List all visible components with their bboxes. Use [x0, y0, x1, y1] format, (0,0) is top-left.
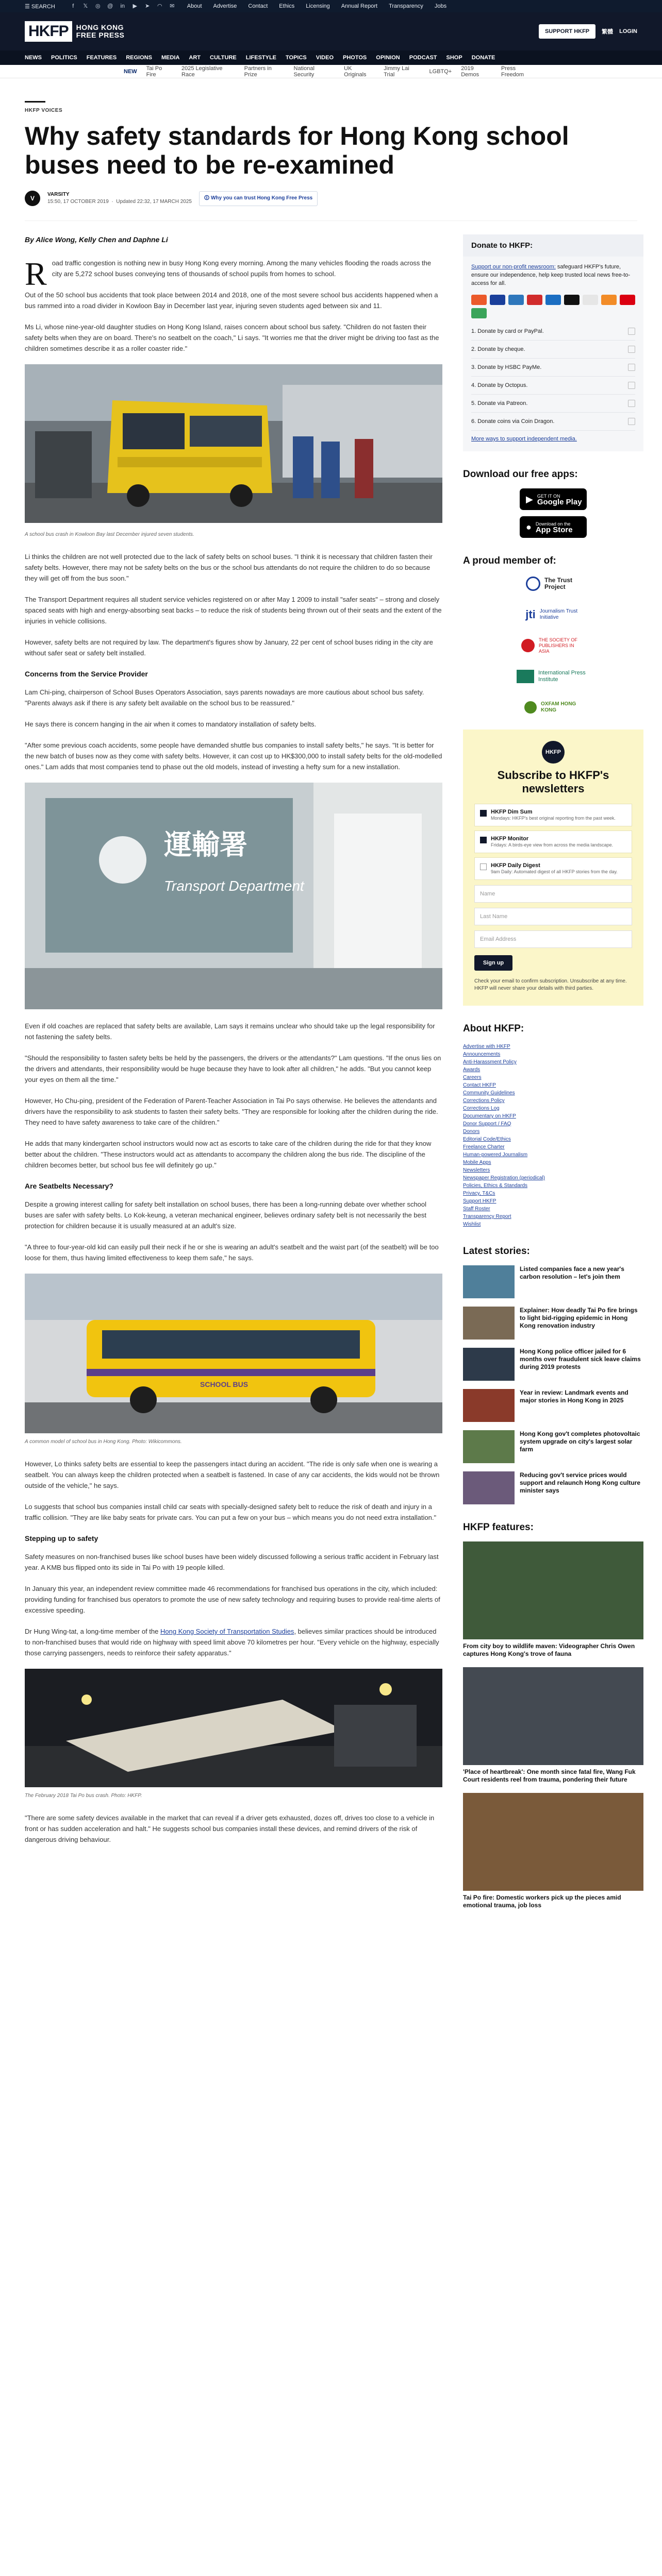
- app-store-label: App Store: [535, 526, 573, 534]
- story-thumbnail: [463, 1348, 515, 1381]
- byline: VARSITY 15:50, 17 OCTOBER 2019 · Updated 22:32, 17 MARCH 2025: [47, 192, 192, 205]
- donate-intro-text: safeguard HKFP's future, ensure our independence, help keep trusted local news free-to-access for all.: [471, 264, 631, 286]
- paragraph: "There are some safety devices available in the market that can reveal if a driver gets exhausted, dozes off, drives too close to a vehicle in front or has sudden acceleration and halt." He suggests school bus companies install these devices, and remind drivers of the risk of dangerous driving behaviour.: [25, 1814, 435, 1843]
- bus-side-text: SCHOOL BUS: [200, 1380, 249, 1388]
- payme-icon: [620, 295, 635, 305]
- latest-story[interactable]: [463, 1471, 643, 1504]
- article-meta: [25, 191, 637, 221]
- ipi-icon: [517, 670, 534, 683]
- figure-bus-crash: [25, 364, 442, 540]
- telegram-icon[interactable]: ➤: [145, 3, 150, 9]
- donate-option[interactable]: [471, 377, 635, 395]
- checkbox-icon: [628, 418, 635, 425]
- logo-line-2: FREE PRESS: [76, 31, 125, 39]
- about-link[interactable]: Policies, Ethics & Standards: [463, 1183, 528, 1189]
- google-play-text: [537, 494, 582, 505]
- figure-caption: A school bus crash in Kowloon Bay last December injured seven students.: [25, 532, 194, 537]
- facebook-icon[interactable]: f: [72, 3, 74, 9]
- about-link[interactable]: Privacy, T&Cs: [463, 1191, 495, 1196]
- latest-title: Latest stories:: [463, 1246, 530, 1257]
- paragraph: Li thinks the children are not well protected due to the lack of safety belts on school buses. "I think it is necessary that children fasten their safety belts. However, there may not be safety belts on the bus or the school bus attendants do not require the children to do so because they will get off from the bus soon.": [25, 553, 433, 582]
- paragraph: Lo suggests that school bus companies install child car seats with specially-designed safety belt to reduce the risk of death and injury in a traffic collision. "They are like baby seats for private cars. You can put a few on your bus – which means you do not need extra installation.": [25, 1503, 437, 1521]
- partner-label: The Trust Project: [544, 577, 573, 590]
- donate-option-label: 4. Donate by Octopus.: [471, 382, 528, 388]
- tai-po-crash-illustration: [25, 1669, 442, 1787]
- about-link[interactable]: Human-powered Journalism: [463, 1152, 528, 1158]
- paragraph: Safety measures on non-franchised buses like school buses have been widely discussed following a serious traffic accident in February last year. A KMB bus flipped onto its side in Tai Po with 19 people killed.: [25, 1553, 439, 1571]
- header-actions: [539, 24, 637, 39]
- newsletter-option-monitor[interactable]: [474, 831, 632, 853]
- nav-features[interactable]: FEATURES: [86, 55, 117, 61]
- category-divider: [25, 101, 45, 103]
- hkfp-badge-icon: HKFP: [542, 741, 565, 764]
- feature-thumbnail: [463, 1793, 643, 1891]
- about-link[interactable]: Advertise with HKFP: [463, 1044, 510, 1049]
- newsletter-option-desc: 9am Daily: Automated digest of all HKFP stories from the day.: [491, 869, 618, 874]
- about-links: [463, 1043, 643, 1228]
- app-store-button[interactable]: [520, 516, 587, 538]
- checkbox-checked-icon[interactable]: [480, 837, 487, 843]
- story-headline: Hong Kong gov't completes photovoltaic system upgrade on city's largest solar farm: [520, 1430, 640, 1453]
- google-play-icon: ▶: [526, 494, 533, 504]
- feature-thumbnail: [463, 1541, 643, 1639]
- newsletter-widget: [463, 730, 643, 1006]
- newsletter-option-name: HKFP Daily Digest: [491, 862, 540, 869]
- story-headline: Hong Kong police officer jailed for 6 months over fraudulent sick leave claims during 2019 protests: [520, 1348, 641, 1370]
- google-play-small: GET IT ON: [537, 494, 560, 499]
- content-wrapper: [0, 221, 662, 1919]
- top-utility-bar: [0, 0, 662, 12]
- x-icon[interactable]: 𝕏: [83, 3, 88, 9]
- paragraph: Lam Chi-ping, chairperson of School Buses Operators Association, says parents nowadays are more cautious about school bus safety. "Parents always ask if there is any safety belt available on the school bus to be reassured.": [25, 688, 424, 707]
- partner-label: International Press Institute: [538, 670, 586, 683]
- first-name-input[interactable]: Name: [474, 885, 632, 903]
- paragraph: Ms Li, whose nine-year-old daughter studies on Hong Kong Island, raises concern about school bus safety. "Children do not fasten their safety belts when they are on board. There's no seatbelt on the coach," Li says. "It worries me that the driver might be driving too fast as the children sometimes describe it as a roller coaster ride.": [25, 323, 439, 352]
- donate-intro-link[interactable]: Support our non-profit newsroom:: [471, 264, 556, 270]
- about-link[interactable]: Mobile Apps: [463, 1160, 491, 1165]
- newsletter-option-desc: Mondays: HKFP's best original reporting from the past week.: [491, 816, 616, 821]
- jti-icon: jti: [525, 608, 536, 621]
- newsletter-option-name: HKFP Dim Sum: [491, 809, 533, 815]
- about-link[interactable]: Support HKFP: [463, 1198, 496, 1204]
- partner-sopa[interactable]: [463, 637, 643, 654]
- article-header: [0, 78, 662, 221]
- youtube-icon[interactable]: ▶: [133, 3, 137, 9]
- article-title: Why safety standards for Hong Kong school buses need to be re-examined: [25, 122, 569, 179]
- checkbox-icon: [628, 400, 635, 407]
- transport-department-illustration: [25, 783, 442, 1009]
- about-link[interactable]: Wishlist: [463, 1222, 481, 1227]
- donate-widget: [463, 234, 643, 451]
- paragraph: [25, 256, 442, 292]
- about-link[interactable]: Donors: [463, 1129, 480, 1134]
- donate-option[interactable]: [471, 323, 635, 341]
- feature-story[interactable]: [463, 1793, 643, 1909]
- nav-podcast[interactable]: PODCAST: [409, 55, 437, 61]
- school-bus-illustration: [25, 1274, 442, 1433]
- story-headline: Year in review: Landmark events and major stories in Hong Kong in 2025: [520, 1389, 628, 1404]
- about-link[interactable]: Awards: [463, 1067, 481, 1073]
- paragraph: However, safety belts are not required by law. The department's figures show by January, 22 per cent of school buses riding in the city are without safer seat or safety belt installed.: [25, 638, 433, 657]
- search-label: SEARCH: [31, 3, 55, 10]
- latest-story[interactable]: [463, 1430, 643, 1463]
- feature-headline: Tai Po fire: Domestic workers pick up the pieces amid emotional trauma, job loss: [463, 1894, 621, 1909]
- tag-item[interactable]: Tai Po Fire: [146, 65, 162, 78]
- newsletter-option-text: [491, 862, 618, 875]
- story-headline: Reducing gov't service prices would support and relaunch Hong Kong culture minister says: [520, 1471, 640, 1494]
- about-link[interactable]: Documentary on HKFP: [463, 1113, 516, 1119]
- search-link[interactable]: ☰ SEARCH: [25, 3, 55, 10]
- app-store-text: [536, 521, 573, 533]
- instagram-icon[interactable]: ◎: [95, 3, 101, 9]
- topbar-link-ethics[interactable]: Ethics: [279, 3, 295, 9]
- sopa-icon: [521, 639, 535, 652]
- nav-topics[interactable]: TOPICS: [286, 55, 307, 61]
- article-authors: By Alice Wong, Kelly Chen and Daphne Li: [25, 235, 168, 244]
- about-link[interactable]: Corrections Policy: [463, 1098, 505, 1104]
- about-link[interactable]: Freelance Charter: [463, 1144, 505, 1150]
- checkbox-checked-icon[interactable]: [480, 810, 487, 817]
- section-heading: Are Seatbelts Necessary?: [25, 1182, 113, 1190]
- tags-label: NEW: [124, 68, 137, 75]
- topbar-link-about[interactable]: About: [187, 3, 202, 9]
- author-avatar[interactable]: V: [25, 191, 40, 206]
- paragraph-text: Dr Hung Wing-tat, a long-time member of the: [25, 1628, 160, 1635]
- paragraph: "A three to four-year-old kid can easily pull their neck if he or she is wearing an adult's seatbelt and the waist part (of the seatbelt) will be too loose for them, thus having limited effectiveness to keep them safe," he says.: [25, 1243, 439, 1262]
- more-ways-link[interactable]: More ways to support independent media.: [471, 436, 577, 442]
- transport-department-photo[interactable]: [25, 783, 442, 1009]
- tag-item[interactable]: 2019 Demos: [461, 65, 479, 78]
- partner-label: Journalism Trust Initiative: [539, 608, 578, 620]
- newsletter-title: Subscribe to HKFP's newsletters: [497, 769, 609, 795]
- about-link[interactable]: Contact HKFP: [463, 1082, 496, 1088]
- paragraph: In January this year, an independent review committee made 46 recommendations for franchised bus operations in the city, which included: providing funding for franchised bus operators to promote the use of new safety technology and requiring buses to provide real-time alerts of excessive speeding.: [25, 1585, 440, 1614]
- applepay-icon: [564, 295, 580, 305]
- partner-label: OXFAM HONG KONG: [541, 701, 576, 713]
- about-link[interactable]: Newsletters: [463, 1167, 490, 1173]
- paragraph: He adds that many kindergarten school instructors would now act as escorts to take care of the children during the ride for that they know better about the children. "These instructors would act as attendants to accompany the children along the bus ride. The discipline of the children becomes better, but school bus fee will definitely go up.": [25, 1140, 432, 1169]
- paragraph: He says there is concern hanging in the air when it comes to mandatory installation of safety belts.: [25, 720, 317, 728]
- tag-item[interactable]: Press Freedom: [501, 65, 524, 78]
- figure-caption: A common model of school bus in Hong Kong. Photo: Wikicommons.: [25, 1439, 182, 1445]
- story-headline: Explainer: How deadly Tai Po fire brings to light bid-rigging epidemic in Hong Kong renovation industry: [520, 1307, 638, 1329]
- tag-item[interactable]: UK Originals: [344, 65, 367, 78]
- figure-school-bus: [25, 1274, 442, 1447]
- nav-regions[interactable]: REGIONS: [126, 55, 152, 61]
- paypal-icon: [545, 295, 561, 305]
- story-thumbnail: [463, 1307, 515, 1340]
- article-body: [25, 234, 442, 1919]
- checkbox-icon: [628, 364, 635, 371]
- sidebar: [463, 234, 643, 1919]
- trust-cta-button[interactable]: 🛈 Why you can trust Hong Kong Free Press: [199, 191, 318, 206]
- paragraph-text: , believes similar practices should be introduced to non-franchised buses that would ride on highway with speed limit above 70 kilometres per hour. "Every vehicle on the highway, especially those carrying passengers, needs to reinforce their safety apparatus.": [25, 1628, 439, 1657]
- about-link[interactable]: Staff Roster: [463, 1206, 490, 1212]
- donate-option-label: 6. Donate coins via Coin Dragon.: [471, 418, 555, 425]
- tag-item[interactable]: LGBTQ+: [429, 68, 452, 75]
- newsletter-note: Check your email to confirm subscription. Unsubscribe at any time. HKFP will never share your details with third parties.: [474, 978, 627, 991]
- story-thumbnail: [463, 1430, 515, 1463]
- story-thumbnail: [463, 1389, 515, 1422]
- visa-icon: [490, 295, 505, 305]
- features-widget: [463, 1522, 643, 1909]
- topbar-link-advertise[interactable]: Advertise: [213, 3, 237, 9]
- latest-story[interactable]: [463, 1307, 643, 1340]
- trending-tags: [0, 65, 662, 78]
- story-thumbnail: [463, 1471, 515, 1504]
- mastercard-icon: [471, 295, 487, 305]
- transport-society-link[interactable]: Hong Kong Society of Transportation Studies: [160, 1628, 294, 1635]
- newsletter-option-daily-digest[interactable]: [474, 857, 632, 880]
- about-title: About HKFP:: [463, 1023, 524, 1034]
- threads-icon[interactable]: @: [107, 3, 113, 9]
- figure-caption: The February 2018 Tai Po bus crash. Photo: HKFP.: [25, 1793, 142, 1799]
- partner-ipi[interactable]: [463, 668, 643, 685]
- login-link[interactable]: LOGIN: [619, 28, 637, 35]
- octopus-icon: [601, 295, 617, 305]
- fps-icon: [471, 308, 487, 318]
- topbar-link-jobs[interactable]: Jobs: [434, 3, 447, 9]
- feature-headline: 'Place of heartbreak': One month since fatal fire, Wang Fuk Court residents reel from trauma, pondering their future: [463, 1768, 636, 1783]
- tag-item[interactable]: 2025 Legislative Race: [181, 65, 223, 78]
- updated-date: Updated 22:32, 17 MARCH 2025: [116, 199, 192, 205]
- paragraph: "Should the responsibility to fasten safety belts be held by the passengers, the drivers or the attendants?" Lam questions. "If the onus lies on the drivers and attendants, their responsibility would be huge because they have to look after all children," he adds. "But you cannot keep your eyes on them all the time.": [25, 1054, 441, 1083]
- newsletter-option-text: [491, 836, 613, 848]
- topbar-link-annual-report[interactable]: Annual Report: [341, 3, 378, 9]
- paragraph: However, Ho Chu-ping, president of the Federation of Parent-Teacher Association in Tai Po says otherwise. He believes the attendants and drivers have the responsibility to ask students to fasten their safety belts. "They are responsible for looking after the children during the ride. They need to have safety awareness to take care of the children.": [25, 1097, 438, 1126]
- nav-media[interactable]: MEDIA: [161, 55, 180, 61]
- tai-po-crash-photo[interactable]: [25, 1669, 442, 1787]
- apple-icon: ●: [526, 521, 532, 532]
- section-heading: Stepping up to safety: [25, 1534, 98, 1543]
- paragraph: "After some previous coach accidents, some people have demanded shuttle bus companies to install safety belts," he says. "It is better for the new batch of buses now as they come with safety belts. However, it can cost up to HK$300,000 to install safety belts for the old-modelled ones." Lam adds that most companies tend to phase out the old models, instead of investing a hefty sum for a new installation.: [25, 741, 442, 771]
- paragraph-text: oad traffic congestion is nothing new in busy Hong Kong every morning. Among the many vehicles flooding the roads across the city are 5,272 school buses conveying tens of thousands of school pupils from homes to school.: [52, 259, 432, 278]
- donate-option[interactable]: [471, 341, 635, 359]
- school-bus-photo[interactable]: [25, 1274, 442, 1433]
- latest-story[interactable]: [463, 1348, 643, 1381]
- nav-opinion[interactable]: OPINION: [376, 55, 400, 61]
- donate-option-label: 1. Donate by card or PayPal.: [471, 328, 544, 334]
- topbar-link-contact[interactable]: Contact: [248, 3, 268, 9]
- google-play-button[interactable]: [520, 488, 587, 510]
- hkfp-logo[interactable]: [25, 21, 124, 42]
- nav-news[interactable]: NEWS: [25, 55, 42, 61]
- latest-story[interactable]: [463, 1265, 643, 1298]
- googlepay-icon: [583, 295, 598, 305]
- figure-transport-department: [25, 783, 442, 1009]
- newsletter-option-text: [491, 809, 616, 821]
- feature-headline: From city boy to wildlife maven: Videographer Chris Owen captures Hong Kong's trove of fauna: [463, 1642, 635, 1657]
- sign-english: Transport Department: [164, 878, 304, 894]
- logo-line-1: HONG KONG: [76, 23, 124, 31]
- donate-intro: [463, 257, 643, 294]
- email-input[interactable]: Email Address: [474, 930, 632, 948]
- features-title: HKFP features:: [463, 1522, 534, 1533]
- about-link[interactable]: Donor Support / FAQ: [463, 1121, 511, 1127]
- nav-lifestyle[interactable]: LIFESTYLE: [245, 55, 277, 61]
- about-link[interactable]: Newspaper Registration (periodical): [463, 1175, 545, 1181]
- topbar-link-licensing[interactable]: Licensing: [306, 3, 330, 9]
- sign-up-button[interactable]: Sign up: [474, 955, 512, 971]
- bus-crash-illustration: [25, 364, 442, 523]
- newsletter-option-dim-sum[interactable]: [474, 804, 632, 826]
- donate-option-label: 5. Donate via Patreon.: [471, 400, 528, 406]
- nav-art[interactable]: ART: [189, 55, 201, 61]
- about-link[interactable]: Transparency Report: [463, 1214, 511, 1219]
- donate-options: [463, 323, 643, 431]
- checkbox-icon: [628, 346, 635, 353]
- article-category[interactable]: HKFP VOICES: [25, 108, 63, 113]
- paragraph: The Transport Department requires all student service vehicles registered on or after May 1 2009 to install "safer seats" – strong and closely spaced seats with high and energy-absorbing seat backs – to reduce the risk of students being thrown out of their seats and the extent of the injuries in vehicle collisions.: [25, 596, 442, 625]
- sign-chinese: 運輸署: [164, 828, 247, 861]
- figure-tai-po-crash: [25, 1669, 442, 1801]
- language-link[interactable]: 繁體: [602, 29, 614, 35]
- last-name-input[interactable]: Last Name: [474, 908, 632, 925]
- about-link[interactable]: Anti-Harassment Policy: [463, 1059, 517, 1065]
- checkbox-icon: [628, 328, 635, 335]
- mail-icon[interactable]: ✉: [170, 3, 175, 9]
- about-link[interactable]: Announcements: [463, 1052, 501, 1057]
- apps-title: Download our free apps:: [463, 469, 578, 480]
- about-link[interactable]: Editorial Code/Ethics: [463, 1137, 511, 1142]
- donate-option[interactable]: [471, 413, 635, 431]
- partner-trust-project[interactable]: [463, 575, 643, 592]
- newsletter-option-name: HKFP Monitor: [491, 836, 529, 842]
- google-play-label: Google Play: [537, 498, 582, 506]
- paragraph: Even if old coaches are replaced that safety belts are available, Lam says it remains unclear who should take up the legal responsibility for not fastening the safety belts.: [25, 1022, 435, 1041]
- paragraph: However, Lo thinks safety belts are essential to keep the passengers intact during an accident. "The ride is only safe when one is wearing a seatbelt. You can always keep the children protected when a seatbelt is fastened. In case of any car accidents, the kids would not be thrown outside of the vehicle," he says.: [25, 1460, 440, 1489]
- partner-jti[interactable]: [463, 606, 643, 623]
- topbar-link-transparency[interactable]: Transparency: [389, 3, 423, 9]
- section-heading: Concerns from the Service Provider: [25, 670, 148, 678]
- tag-item[interactable]: Partners in Prize: [244, 65, 272, 78]
- paragraph: Out of the 50 school bus accidents that took place between 2014 and 2018, one of the most severe school bus accidents happened when a bus rammed into a road divider in Kowloon Bay in December last year, injuring seven students aged between six and 11.: [25, 291, 438, 310]
- byline-author[interactable]: VARSITY: [47, 192, 70, 197]
- amex-icon: [508, 295, 524, 305]
- donate-option[interactable]: [471, 395, 635, 413]
- nav-photos[interactable]: PHOTOS: [343, 55, 367, 61]
- bus-crash-photo[interactable]: [25, 364, 442, 526]
- checkbox-icon: [628, 382, 635, 389]
- app-store-small: Download on the: [535, 521, 571, 527]
- rss-icon[interactable]: ◠: [157, 3, 162, 9]
- donate-title: Donate to HKFP:: [463, 234, 643, 257]
- about-link[interactable]: Community Guidelines: [463, 1090, 515, 1096]
- publish-date: 15:50, 17 OCTOBER 2019: [47, 199, 109, 205]
- nav-culture[interactable]: CULTURE: [210, 55, 237, 61]
- story-headline: Listed companies face a new year's carbon resolution – let's join them: [520, 1265, 624, 1280]
- tag-item[interactable]: Jimmy Lai Trial: [384, 65, 409, 78]
- nav-donate[interactable]: DONATE: [471, 55, 495, 61]
- logo-text: [76, 24, 125, 39]
- about-link[interactable]: Careers: [463, 1075, 482, 1080]
- checkbox-icon[interactable]: [480, 863, 487, 870]
- paragraph: Despite a growing interest calling for safety belt installation on school buses, there has been a long-running debate over whether school buses are safer with safety belts. Lo Kok-keung, a veteran mechanical engineer, believes ordinary safety belt is not necessarily the best protection for children because it is usually measured at an adult's size.: [25, 1200, 427, 1230]
- donate-option-label: 2. Donate by cheque.: [471, 346, 525, 352]
- about-widget: [463, 1023, 643, 1228]
- nav-shop[interactable]: SHOP: [446, 55, 462, 61]
- paragraph: [25, 1626, 442, 1658]
- donate-option[interactable]: [471, 359, 635, 377]
- latest-widget: [463, 1246, 643, 1504]
- trust-project-icon: [526, 577, 540, 591]
- feature-story[interactable]: [463, 1667, 643, 1784]
- newsletter-option-desc: Fridays: A birds-eye view from across the media landscape.: [491, 842, 614, 848]
- logo-mark: HKFP: [25, 21, 72, 42]
- partner-oxfam[interactable]: [463, 699, 643, 716]
- support-button[interactable]: SUPPORT HKFP: [539, 24, 595, 39]
- donate-option-label: 3. Donate by HSBC PayMe.: [471, 364, 542, 370]
- social-links: [70, 3, 176, 10]
- site-header: [0, 12, 662, 50]
- trust-cta-label: Why you can trust Hong Kong Free Press: [210, 195, 313, 201]
- payment-icons: [463, 294, 643, 323]
- nav-video[interactable]: VIDEO: [316, 55, 334, 61]
- latest-story[interactable]: [463, 1389, 643, 1422]
- about-link[interactable]: Corrections Log: [463, 1106, 500, 1111]
- partner-label: THE SOCIETY OF PUBLISHERS IN ASIA: [539, 637, 577, 654]
- main-nav: [0, 50, 662, 65]
- nav-politics[interactable]: POLITICS: [51, 55, 77, 61]
- unionpay-icon: [527, 295, 542, 305]
- tag-item[interactable]: National Security: [293, 65, 315, 78]
- linkedin-icon[interactable]: in: [120, 3, 125, 9]
- partners-title: A proud member of:: [463, 555, 556, 566]
- story-thumbnail: [463, 1265, 515, 1298]
- feature-thumbnail: [463, 1667, 643, 1765]
- oxfam-icon: [524, 701, 537, 714]
- drop-cap: R: [25, 256, 47, 292]
- feature-story[interactable]: [463, 1541, 643, 1658]
